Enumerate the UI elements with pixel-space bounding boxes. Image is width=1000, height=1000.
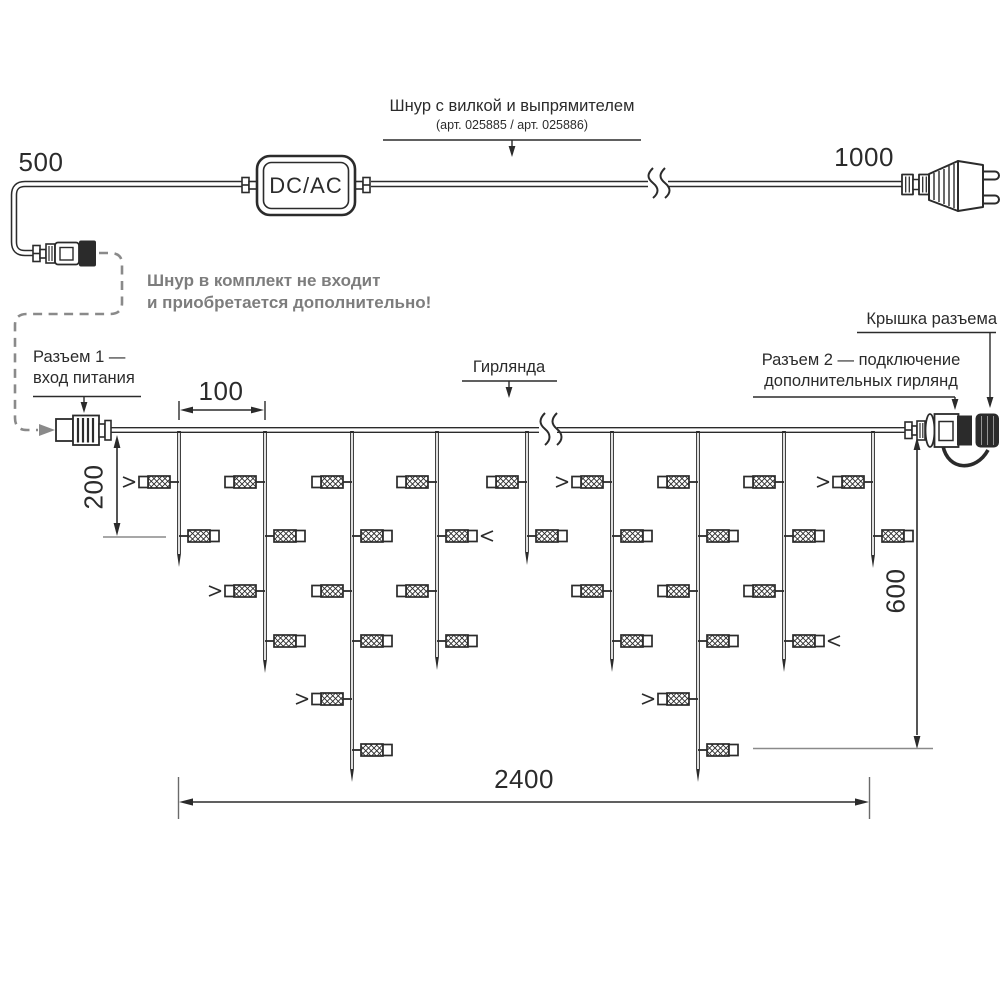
lamp-cap [312, 586, 321, 597]
connector2-label: Разъем 2 — подключение дополнительных гирлянд [761, 351, 961, 390]
led-lamp-icon [446, 530, 468, 542]
icicle-drop [487, 431, 567, 565]
led-lamp-icon [793, 635, 815, 647]
flash-lamp-arrow-icon [828, 636, 840, 646]
lamp-cap [744, 477, 753, 488]
led-lamp-icon [667, 693, 689, 705]
connector1-label: Разъем 1 — вход питания [33, 348, 135, 387]
lamp-cap [383, 531, 392, 542]
lamp-cap [487, 477, 496, 488]
lamp-cap [225, 586, 234, 597]
drop-tip-icon [263, 660, 267, 673]
cable-break-icon [649, 168, 670, 198]
led-lamp-icon [536, 530, 558, 542]
led-lamp-icon [581, 585, 603, 597]
lamp-cap [296, 531, 305, 542]
drop-tip-icon [610, 659, 614, 672]
drop-tip-icon [525, 552, 529, 565]
lamp-cap [468, 531, 477, 542]
lamp-cap [225, 477, 234, 488]
led-lamp-icon [361, 530, 383, 542]
lamp-cap [312, 477, 321, 488]
flash-lamp-arrow-icon [296, 694, 308, 704]
lamp-cap [643, 636, 652, 647]
lamp-cap [312, 694, 321, 705]
lamp-cap [296, 636, 305, 647]
led-lamp-icon [446, 635, 468, 647]
power-plug-icon [902, 161, 999, 211]
cord-label [390, 96, 635, 133]
led-lamp-icon [321, 585, 343, 597]
lamp-cap [729, 745, 738, 756]
drop-tip-icon [350, 769, 354, 782]
led-lamp-icon [234, 585, 256, 597]
flash-lamp-arrow-icon [556, 477, 568, 487]
drop-tip-icon [871, 555, 875, 568]
lamp-cap [572, 586, 581, 597]
flash-lamp-arrow-icon [209, 586, 221, 596]
icicle-drop [296, 431, 392, 782]
led-lamp-icon [361, 635, 383, 647]
lamp-cap [658, 586, 667, 597]
led-lamp-icon [406, 585, 428, 597]
led-lamp-icon [753, 585, 775, 597]
led-lamp-icon [621, 530, 643, 542]
cord-label-title: Шнур с вилкой и выпрямителем [389, 97, 635, 115]
not-included-note: Шнур в комплект не входит и приобретается дополнительно! [147, 271, 432, 312]
lamp-cap [729, 636, 738, 647]
icicle-drop [123, 431, 219, 567]
icicle-drop [556, 431, 652, 672]
dim-200-label: 200 [78, 464, 109, 510]
dim-2400-label: 2400 [494, 764, 554, 794]
drop-tip-icon [435, 657, 439, 670]
led-lamp-icon [707, 744, 729, 756]
lamp-cap [643, 531, 652, 542]
connector1-icon [56, 416, 111, 446]
led-lamp-icon [406, 476, 428, 488]
drop-tip-icon [177, 554, 181, 567]
led-lamp-icon [496, 476, 518, 488]
icicle-drop [642, 431, 738, 782]
lamp-cap [572, 477, 581, 488]
lamp-cap [833, 477, 842, 488]
dim-100-label: 100 [198, 376, 244, 406]
icicle-drop [817, 431, 913, 568]
garland-drops [123, 431, 913, 782]
lamp-cap [815, 636, 824, 647]
led-lamp-icon [274, 635, 296, 647]
dc-ac-label: DC/AC [269, 173, 343, 198]
lamp-cap [904, 531, 913, 542]
led-lamp-icon [274, 530, 296, 542]
lamp-cap [383, 636, 392, 647]
lamp-cap [139, 477, 148, 488]
icicle-drop [397, 431, 493, 670]
dim-600-label: 600 [880, 568, 911, 614]
lamp-cap [383, 745, 392, 756]
led-lamp-icon [882, 530, 904, 542]
icicle-drop [209, 431, 305, 673]
led-lamp-icon [707, 530, 729, 542]
lamp-cap [397, 586, 406, 597]
cap-label: Крышка разъема [866, 310, 997, 328]
garland-break-icon [539, 413, 562, 445]
lamp-cap [658, 477, 667, 488]
dashed-arrow-icon [39, 424, 55, 436]
led-lamp-icon [361, 744, 383, 756]
led-lamp-icon [321, 476, 343, 488]
flash-lamp-arrow-icon [123, 477, 135, 487]
garland-label: Гирлянда [472, 358, 546, 376]
led-lamp-icon [581, 476, 603, 488]
lamp-cap [397, 477, 406, 488]
icicle-drop [744, 431, 840, 672]
connector-cap-icon [976, 414, 1000, 448]
led-lamp-icon [321, 693, 343, 705]
drop-tip-icon [782, 659, 786, 672]
flash-lamp-arrow-icon [642, 694, 654, 704]
flash-lamp-arrow-icon [481, 531, 493, 541]
drop-tip-icon [696, 769, 700, 782]
lamp-cap [210, 531, 219, 542]
dc-cord-cable [14, 184, 243, 253]
flash-lamp-arrow-icon [817, 477, 829, 487]
lamp-cap [744, 586, 753, 597]
led-lamp-icon [188, 530, 210, 542]
dc-cord-connector-icon [33, 241, 96, 267]
lamp-cap [558, 531, 567, 542]
lamp-cap [658, 694, 667, 705]
led-lamp-icon [667, 476, 689, 488]
led-lamp-icon [793, 530, 815, 542]
lamp-cap [729, 531, 738, 542]
led-lamp-icon [707, 635, 729, 647]
not-included-dashed-path [15, 253, 122, 436]
lamp-cap [815, 531, 824, 542]
dim-1000-label: 1000 [834, 142, 894, 172]
led-lamp-icon [148, 476, 170, 488]
led-lamp-icon [667, 585, 689, 597]
lamp-cap [468, 636, 477, 647]
led-lamp-icon [621, 635, 643, 647]
cord-label-articles: (арт. 025885 / арт. 025886) [435, 118, 588, 132]
led-lamp-icon [753, 476, 775, 488]
led-lamp-icon [842, 476, 864, 488]
dim-500-label: 500 [18, 147, 64, 177]
led-lamp-icon [234, 476, 256, 488]
